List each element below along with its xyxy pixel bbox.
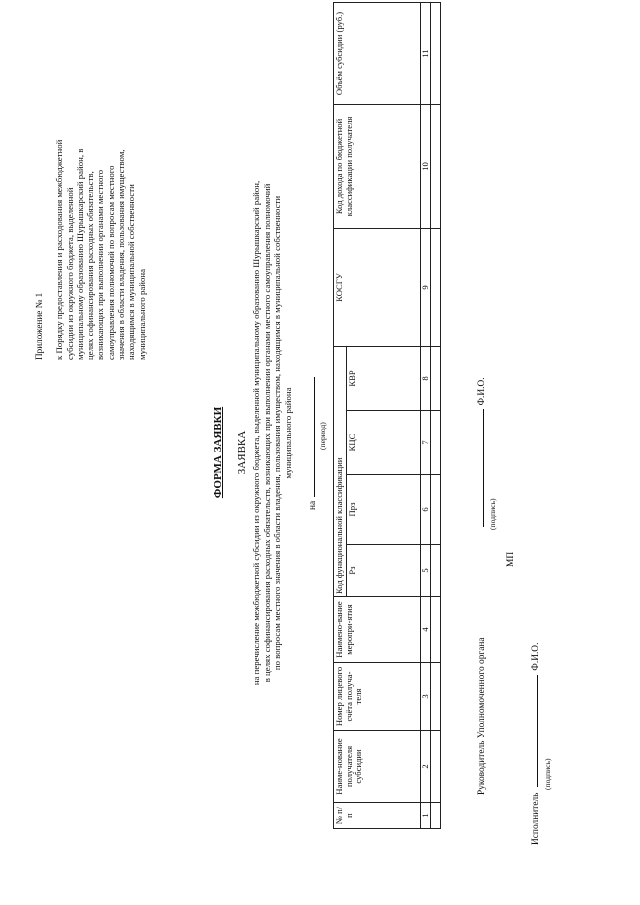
header-prz: Прз xyxy=(347,475,421,545)
head-signature-line xyxy=(474,377,487,795)
table-number-row xyxy=(421,2,431,828)
executor-signature-field[interactable] xyxy=(528,675,538,787)
header-amount: Объём субсидии (руб.) xyxy=(334,2,421,104)
table-cell[interactable] xyxy=(431,475,441,545)
form-heading: ФОРМА ЗАЯВКИ xyxy=(212,406,224,499)
column-number: 6 xyxy=(421,475,431,545)
purpose-line: на перечисление межбюджетной субсидии из окружного бюджета, выделенной муниципальному образованию Шурышкарский район, xyxy=(251,180,261,686)
column-number: 10 xyxy=(421,104,431,228)
purpose-line: в целях софинансирования расходных обязательств, возникающих при выполнении органами местного самоуправления полномочий xyxy=(261,183,272,683)
header-no: № п/п xyxy=(334,803,421,829)
appendix-line: самоуправления полномочий по вопросам местного xyxy=(105,165,116,360)
column-number: 7 xyxy=(421,411,431,475)
table-cell[interactable] xyxy=(431,346,441,410)
header-recipient: Наиме-нование получателя субсидии xyxy=(334,731,421,803)
table-cell[interactable] xyxy=(431,663,441,731)
executor-fio: Ф.И.О. xyxy=(531,642,541,671)
application-purpose xyxy=(251,173,293,693)
executor-label: Исполнитель xyxy=(531,792,541,845)
column-number: 11 xyxy=(421,2,431,104)
purpose-line: муниципального района xyxy=(282,387,293,479)
header-kosgu: КОСГУ xyxy=(334,228,421,346)
purpose-line: по вопросам местного значения в области владения, пользования имуществом, находящимся в муниципальной собственности xyxy=(272,195,282,671)
head-signature-caption: (подпись) xyxy=(488,498,497,530)
column-number: 8 xyxy=(421,346,431,410)
appendix-block xyxy=(34,30,147,360)
column-number: 5 xyxy=(421,545,431,597)
header-income-code: Код дохода по бюджетной классификации получателя xyxy=(334,104,421,228)
column-number: 4 xyxy=(421,597,431,663)
table-cell[interactable] xyxy=(431,731,441,803)
table-cell[interactable] xyxy=(431,803,441,829)
header-account: Номер лицевого счёта получа-теля xyxy=(334,663,421,731)
application-title: ЗАЯВКА xyxy=(236,430,248,475)
column-number: 9 xyxy=(421,228,431,346)
stamp-place: МП xyxy=(506,551,516,567)
table-header-row xyxy=(334,2,347,828)
header-event: Наимено-вание меропри-ятия xyxy=(334,597,421,663)
table-cell[interactable] xyxy=(431,545,441,597)
table-cell[interactable] xyxy=(431,104,441,228)
appendix-line: субсидии из окружного бюджета, выделенной xyxy=(64,187,75,360)
head-signature-field[interactable] xyxy=(474,409,484,527)
appendix-line: целях софинансирования расходных обязательств, xyxy=(85,171,96,360)
appendix-line: к Порядку предоставления и расходования межбюджетной xyxy=(54,139,65,360)
table-cell[interactable] xyxy=(431,597,441,663)
column-number: 1 xyxy=(421,803,431,829)
table-cell[interactable] xyxy=(431,411,441,475)
period-field[interactable] xyxy=(305,377,315,497)
head-label: Руководитель Уполномоченного органа xyxy=(477,637,487,795)
subsidy-table xyxy=(333,2,441,829)
header-rz: Рз xyxy=(347,545,421,597)
header-functional-classification: Код функциональной классификации xyxy=(334,346,347,596)
table-cell[interactable] xyxy=(431,2,441,104)
appendix-line: значения в области владения, пользования имуществом, xyxy=(116,149,127,360)
appendix-line: находящимся в муниципальной собственности xyxy=(126,184,137,360)
column-number: 2 xyxy=(421,731,431,803)
appendix-title: Приложение № 1 xyxy=(34,292,44,360)
table-cell[interactable] xyxy=(431,228,441,346)
period-caption: (период) xyxy=(318,422,327,450)
appendix-line: возникающих при выполнении органами местного xyxy=(95,169,106,360)
head-fio: Ф.И.О. xyxy=(477,377,487,406)
executor-signature-line xyxy=(528,643,541,845)
column-number: 3 xyxy=(421,663,431,731)
period-line xyxy=(305,377,319,510)
appendix-line: муниципальному образованию Шурышкарский район, в xyxy=(74,148,85,360)
appendix-line: муниципального района xyxy=(136,268,147,360)
executor-signature-caption: (подпись) xyxy=(543,758,552,790)
header-kcs: КЦС xyxy=(347,411,421,475)
period-prefix: на xyxy=(308,500,318,510)
table-empty-row xyxy=(431,2,441,828)
header-kvr: КВР xyxy=(347,346,421,410)
